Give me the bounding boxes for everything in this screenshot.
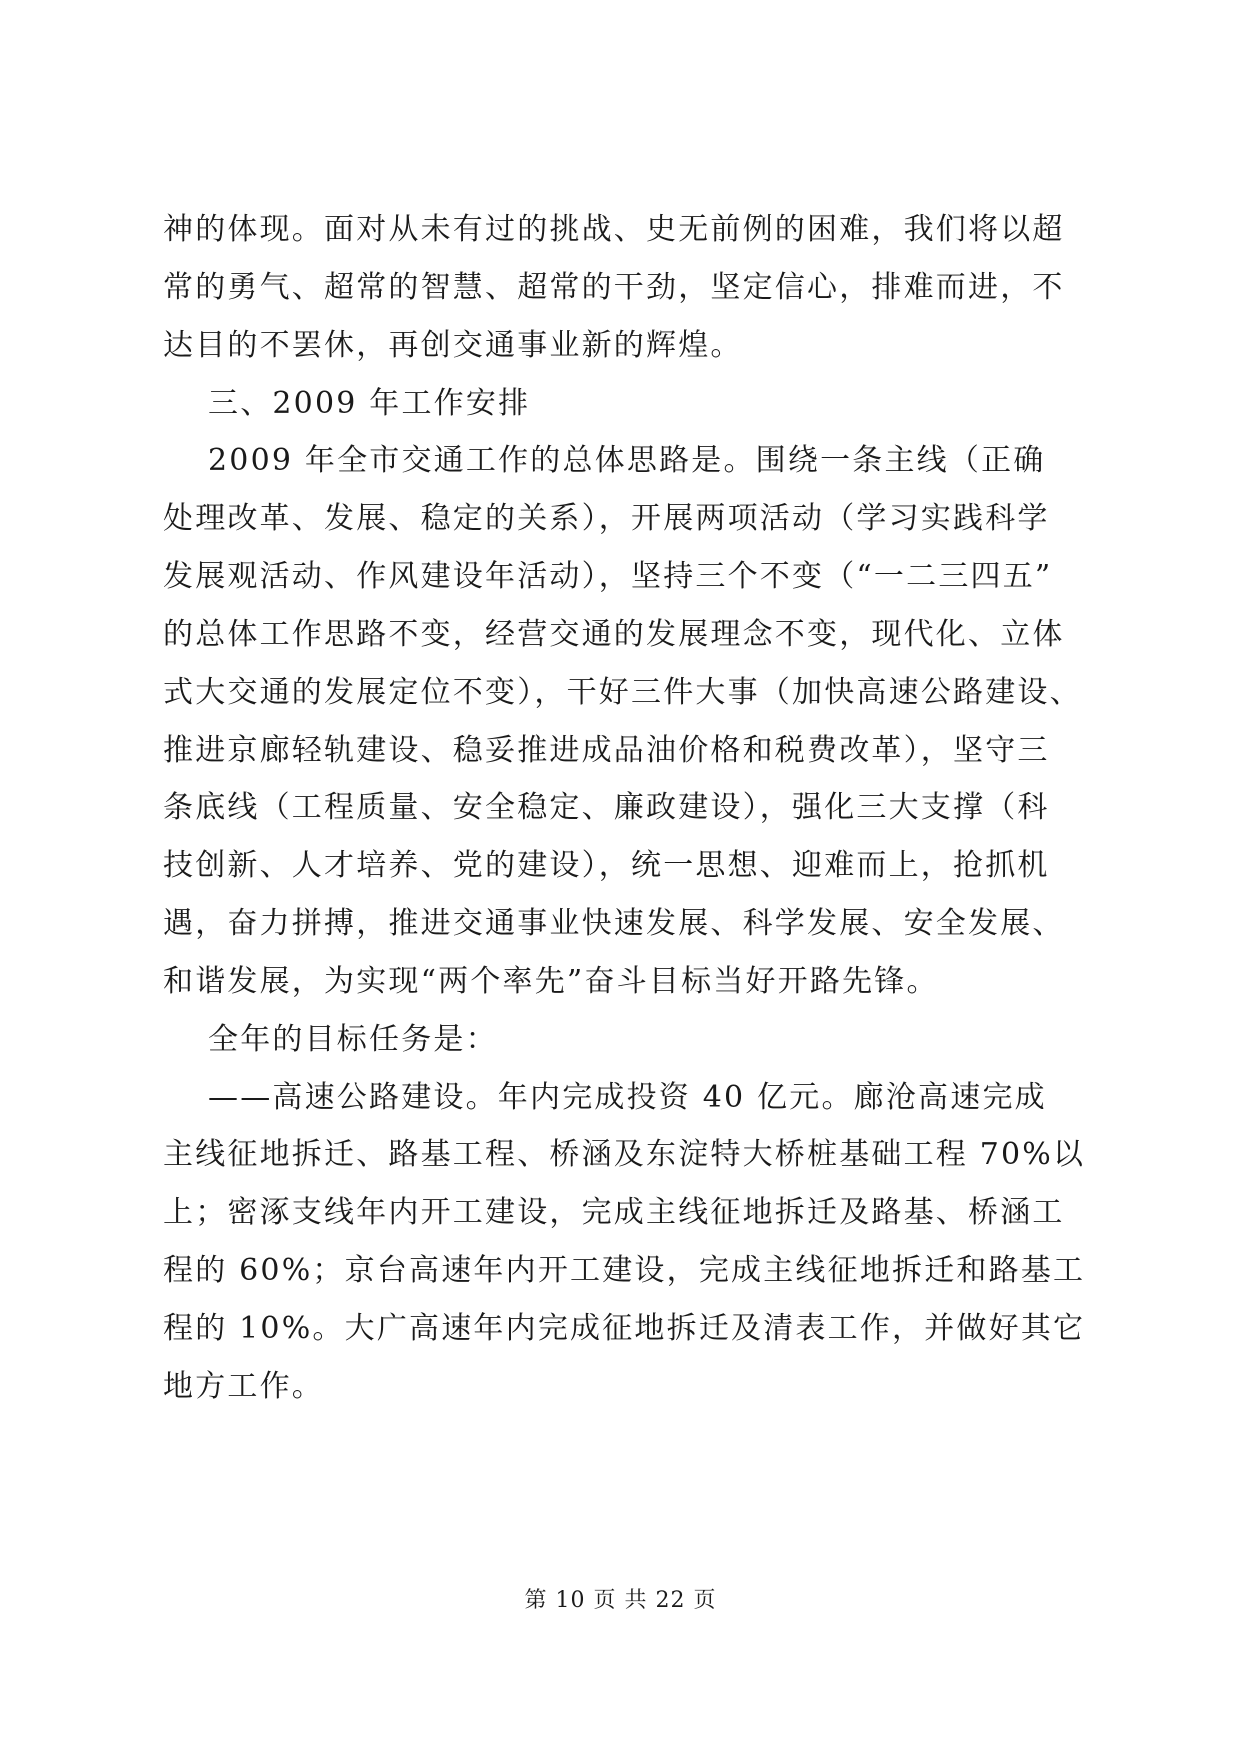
paragraph-line: 地方工作。 bbox=[163, 1369, 324, 1404]
page-number: 第 10 页 共 22 页 bbox=[524, 1588, 717, 1613]
paragraph-line: 遇，奋力拼搏，推进交通事业快速发展、科学发展、安全发展、 bbox=[163, 906, 1065, 941]
paragraph-line: 条底线（工程质量、安全稳定、廉政建设），强化三大支撑（科 bbox=[163, 790, 1050, 825]
paragraph-line: 推进京廊轻轨建设、稳妥推进成品油价格和税费改革），坚守三 bbox=[163, 733, 1050, 768]
paragraph-line: 常的勇气、超常的智慧、超常的干劲，坚定信心，排难而进，不 bbox=[163, 270, 1065, 305]
paragraph-line: 的总体工作思路不变，经营交通的发展理念不变，现代化、立体 bbox=[163, 617, 1065, 652]
paragraph-line: 达目的不罢休，再创交通事业新的辉煌。 bbox=[163, 328, 743, 363]
paragraph-line: 2009 年全市交通工作的总体思路是。围绕一条主线（正确 bbox=[208, 443, 1046, 478]
paragraph-line: 主线征地拆迁、路基工程、桥涵及东淀特大桥桩基础工程 70%以 bbox=[163, 1137, 1086, 1172]
paragraph-line: 发展观活动、作风建设年活动），坚持三个不变（“一二三四五” bbox=[163, 559, 1053, 594]
paragraph-line: 全年的目标任务是： bbox=[208, 1022, 498, 1057]
paragraph-line: 式大交通的发展定位不变），干好三件大事（加快高速公路建设、 bbox=[163, 675, 1082, 710]
paragraph-line: 神的体现。面对从未有过的挑战、史无前例的困难，我们将以超 bbox=[163, 212, 1065, 247]
paragraph-line: 程的 10%。大广高速年内完成征地拆迁及清表工作，并做好其它 bbox=[163, 1311, 1086, 1346]
paragraph-line: 上；密涿支线年内开工建设，完成主线征地拆迁及路基、桥涵工 bbox=[163, 1195, 1065, 1230]
paragraph-line: 和谐发展，为实现“两个率先”奋斗目标当好开路先锋。 bbox=[163, 964, 939, 999]
section-heading: 三、2009 年工作安排 bbox=[208, 386, 531, 421]
paragraph-line: ——高速公路建设。年内完成投资 40 亿元。廊沧高速完成 bbox=[208, 1080, 1047, 1115]
paragraph-line: 程的 60%；京台高速年内开工建设，完成主线征地拆迁和路基工 bbox=[163, 1253, 1086, 1288]
paragraph-line: 技创新、人才培养、党的建设），统一思想、迎难而上，抢抓机 bbox=[163, 848, 1050, 883]
paragraph-line: 处理改革、发展、稳定的关系），开展两项活动（学习实践科学 bbox=[163, 501, 1050, 536]
